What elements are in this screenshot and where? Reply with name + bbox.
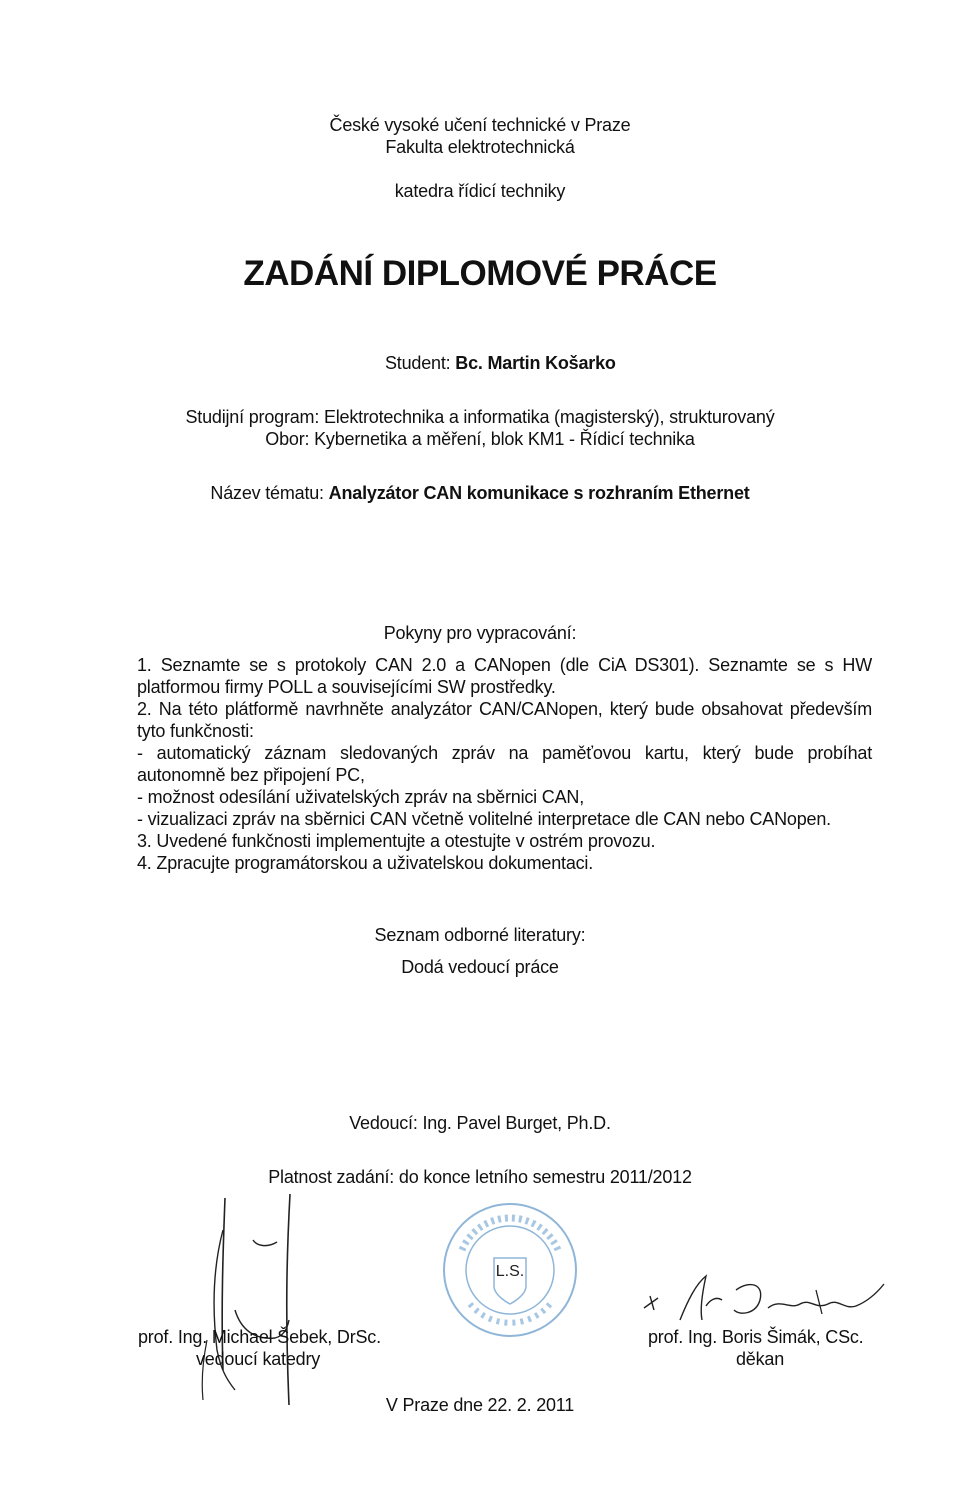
- supervisor-line: Vedoucí: Ing. Pavel Burget, Ph.D.: [349, 1113, 611, 1133]
- right-signatory-name: prof. Ing. Boris Šimák, CSc.: [648, 1327, 864, 1347]
- official-stamp: [440, 1200, 580, 1340]
- document-title: ZADÁNÍ DIPLOMOVÉ PRÁCE: [243, 254, 717, 293]
- study-program: Studijní program: Elektrotechnika a informatika (magisterský), strukturovaný: [185, 407, 775, 427]
- place-date: V Praze dne 22. 2. 2011: [385, 1395, 575, 1415]
- right-signature: [640, 1270, 890, 1330]
- topic-label: Název tématu:: [210, 483, 324, 503]
- instruction-bullet-3: - vizualizaci zpráv na sběrnici CAN včetně volitelné interpretace dle CAN nebo CANopen.: [137, 809, 831, 829]
- instruction-bullet-2: - možnost odesílání uživatelských zpráv na sběrnici CAN,: [137, 787, 584, 807]
- topic-name: Analyzátor CAN komunikace s rozhraním Ethernet: [328, 483, 750, 503]
- instruction-item-1: 1. Seznamte se s protokoly CAN 2.0 a CANopen (dle CiA DS301). Seznamte se s HW platformou firmy POLL a souvisejícími SW prostředky.: [137, 655, 872, 697]
- instruction-item-4: 4. Zpracujte programátorskou a uživatelskou dokumentaci.: [137, 853, 594, 873]
- study-field: Obor: Kybernetika a měření, blok KM1 - Řídicí technika: [265, 429, 695, 449]
- student-line: [385, 352, 616, 374]
- university-name: České vysoké učení technické v Praze: [329, 115, 631, 135]
- instruction-item-2: 2. Na této plátformě navrhněte analyzátor CAN/CANopen, který bude obsahovat především tyto funkčnosti:: [137, 699, 872, 741]
- instructions-heading: Pokyny pro vypracování:: [383, 623, 577, 643]
- department-name: katedra řídicí techniky: [394, 181, 566, 201]
- literature-text: Dodá vedoucí práce: [401, 957, 559, 977]
- left-signatory-role: vedoucí katedry: [196, 1349, 321, 1369]
- faculty-name: Fakulta elektrotechnická: [385, 137, 575, 157]
- left-signatory-name: prof. Ing. Michael Šebek, DrSc.: [138, 1327, 381, 1347]
- validity-line: Platnost zadání: do konce letního semestru 2011/2012: [268, 1167, 692, 1187]
- student-label: Student:: [385, 353, 451, 373]
- topic-line: [0, 482, 960, 504]
- student-name: Bc. Martin Košarko: [455, 353, 616, 373]
- stamp-label: L.S.: [495, 1263, 525, 1280]
- instruction-bullet-1: - automatický záznam sledovaných zpráv na paměťovou kartu, který bude probíhat autonomně bez připojení PC,: [137, 743, 872, 785]
- right-signatory-role: děkan: [736, 1349, 785, 1369]
- literature-heading: Seznam odborné literatury:: [374, 925, 586, 945]
- left-signature: [195, 1190, 335, 1410]
- instruction-item-3: 3. Uvedené funkčnosti implementujte a otestujte v ostrém provozu.: [137, 831, 656, 851]
